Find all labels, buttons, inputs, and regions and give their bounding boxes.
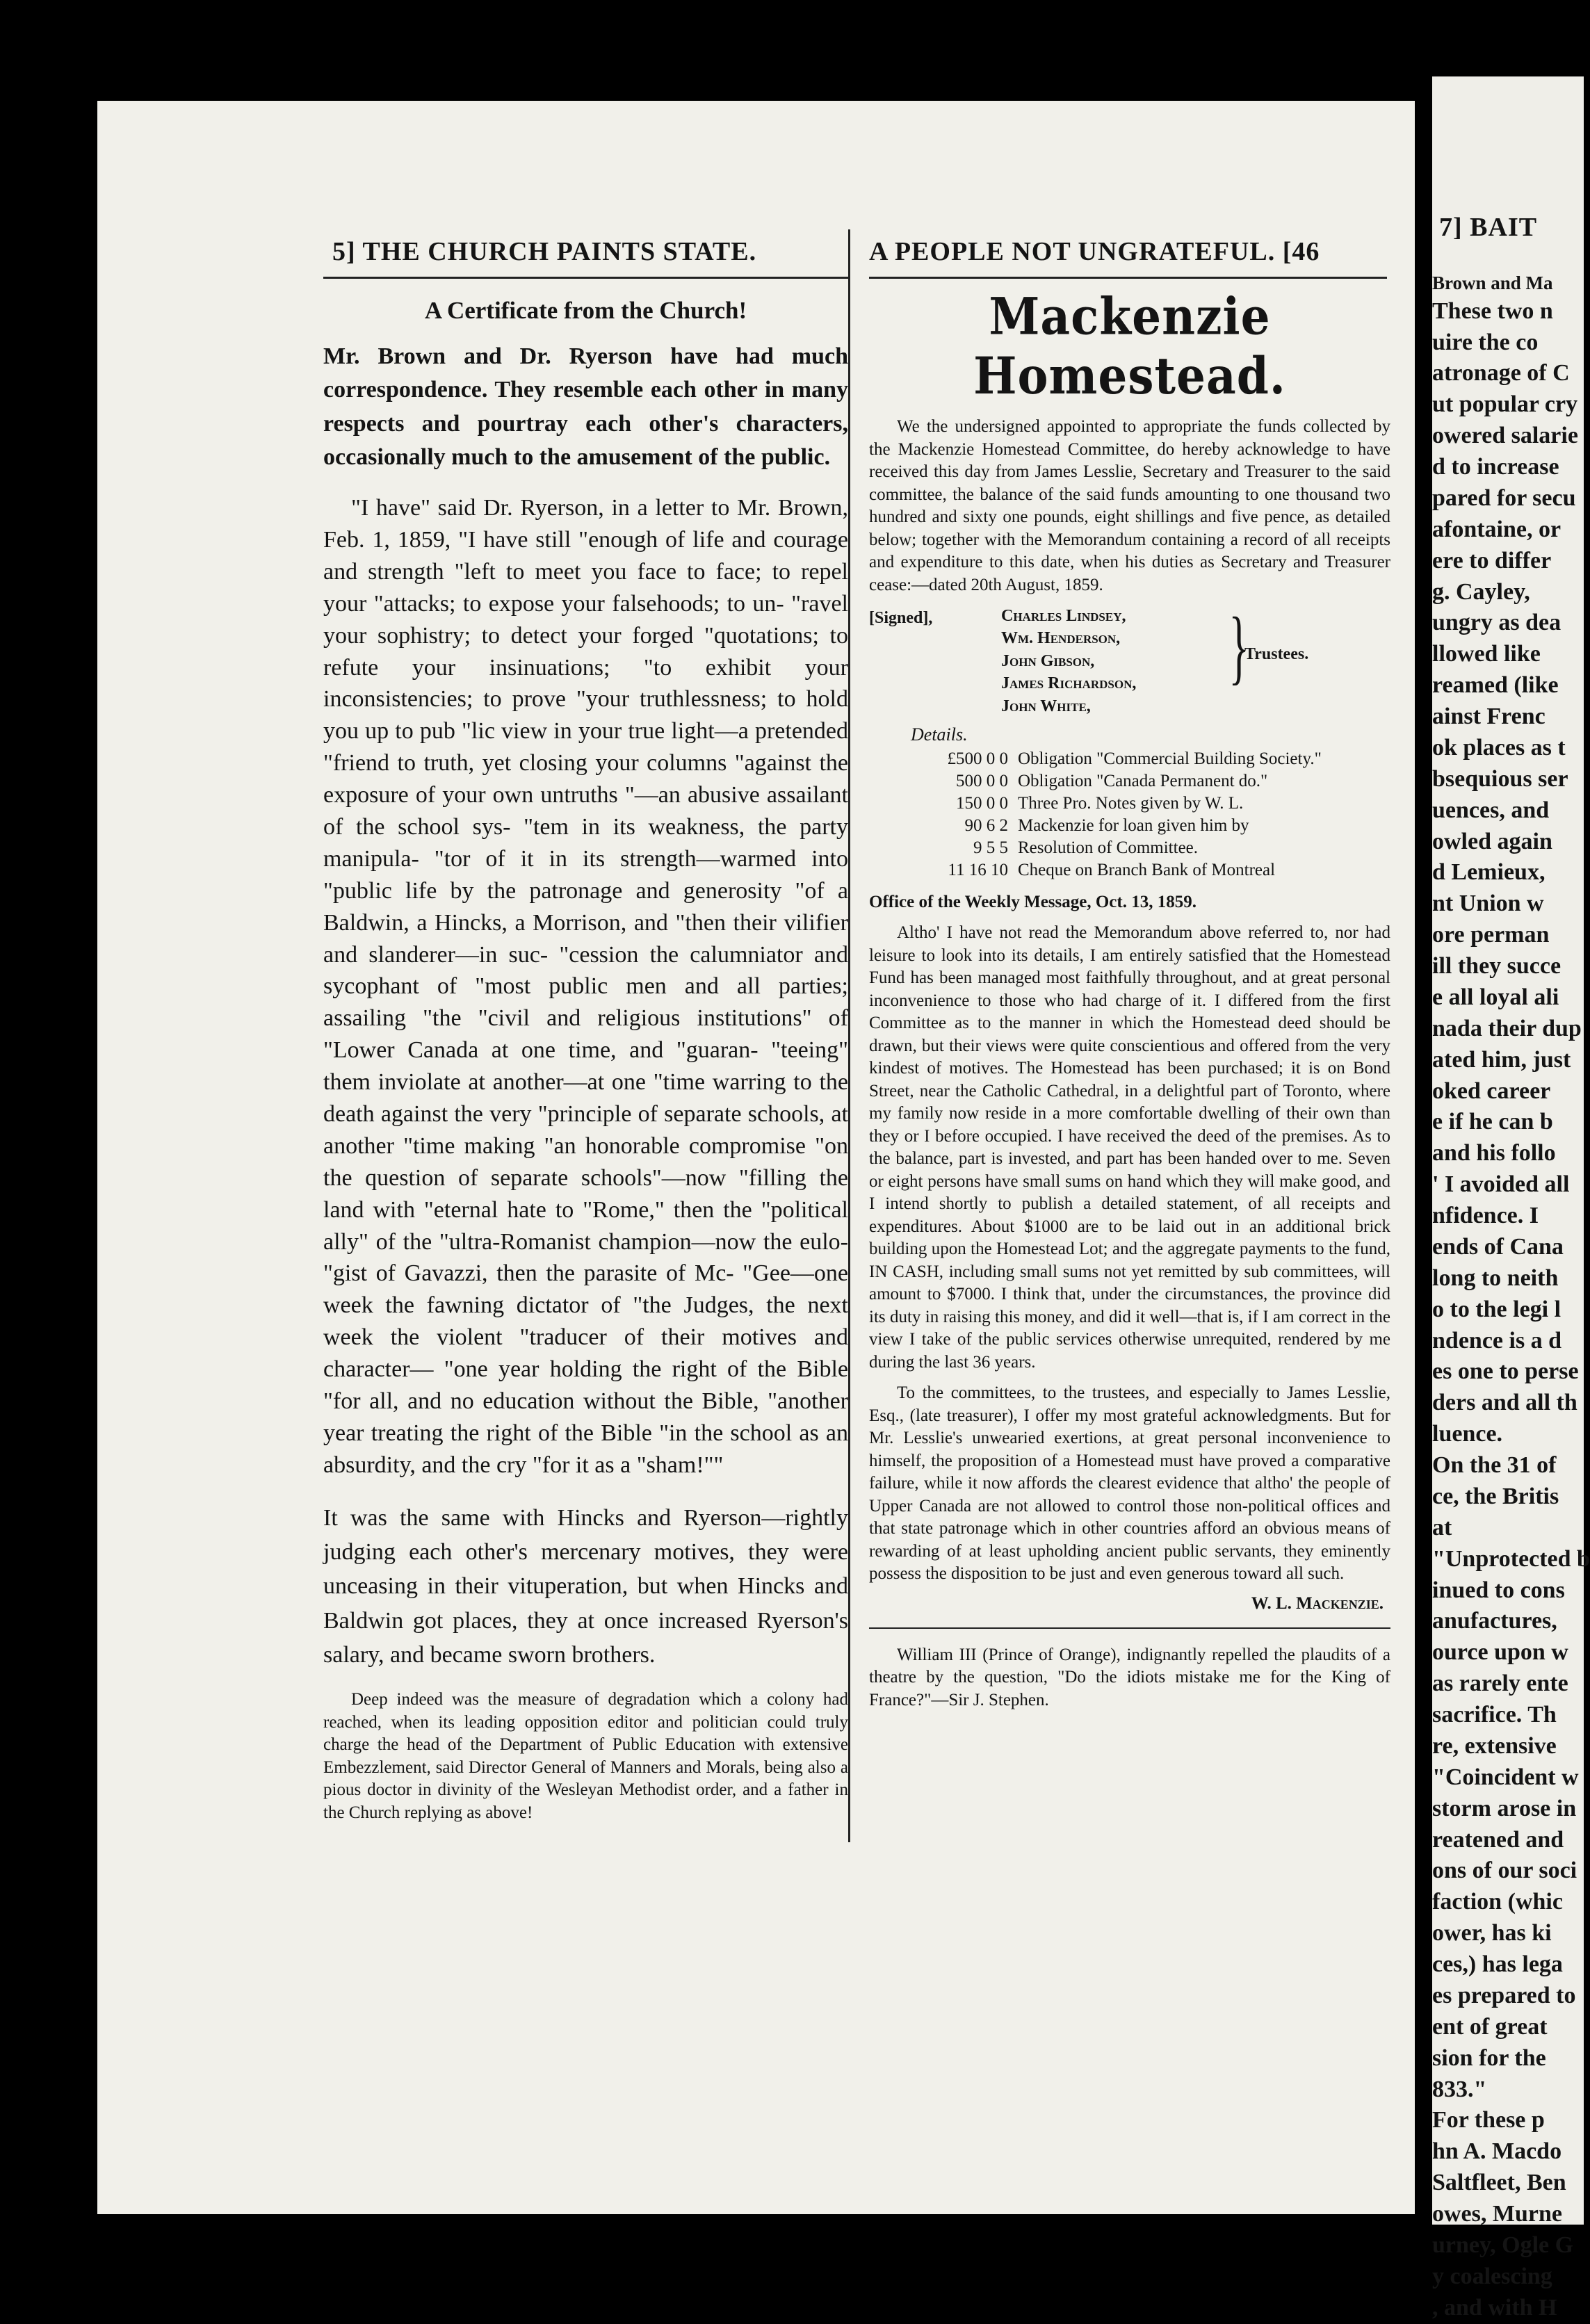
next-page-line: g. Cayley, <box>1432 578 1530 605</box>
next-page-line: ower, has ki <box>1432 1920 1552 1947</box>
next-page-line: o to the legi l <box>1432 1296 1561 1322</box>
next-page-line: faction (whic <box>1432 1889 1563 1915</box>
details-description: Mackenzie for loan given him by <box>1018 815 1249 835</box>
next-page-line: For these p <box>1432 2107 1545 2134</box>
next-page-line: ere to differ <box>1432 547 1552 574</box>
next-page-line: inued to cons <box>1432 1577 1565 1603</box>
next-page-line: ent of great <box>1432 2013 1548 2040</box>
next-page-line: ainst Frenc <box>1432 704 1546 729</box>
thanks-paragraph: To the committees, to the trustees, and especially to James Lesslie, Esq., (late treasurer), I offer my most grateful acknowledgments. But for Mr. Lesslie's unwearied exertions, at great personal inconvenience to himself, the proposition of a Homestead must have proved a comparative failure, while it now affords the clearest evidence that altho' the people of Upper Canada are not allowed to control those non-political offices and that state patronage which in other countries afford an obvious means of rewarding of at least upholding ancient public servants, they eminently possess the disposition to be just and even generous toward all such. <box>869 1383 1390 1584</box>
details-amount: 150 0 0 <box>956 793 1008 813</box>
next-page-line: es one to perse <box>1432 1358 1579 1385</box>
details-amount: 90 6 2 <box>964 815 1008 835</box>
receipt-paragraph: We the undersigned appointed to appropriate the funds collected by the Mackenzie Homestead Committee, do hereby acknowledge to have received this day from James Lesslie, Secretary and Treasurer to the said committee, the balance of the said funds amounting to one thousand two hundred and sixty one pounds, eight shillings and five pence, as detailed below; together with the Memorandum containing a record of all receipts and expenditure to this date, when his duties as Secretary and Treasurer cease:—dated 20th August, 1859. <box>869 417 1390 594</box>
ryerson-quote: "I have" said Dr. Ryerson, in a letter to Mr. Brown, Feb. 1, 1859, "I have still "enough of life and courage and strength "left to meet you face to face; to repel your "attacks; to expose your falsehoods; to un- "ravel your sophistry; to detect your forged "quotations; to refute your insinuations; "to exhibit your inconsistencies; to prove "your truthlessness; to hold you up to pub "lic view in your true light—a pretended "friend to truth, yet closing your columns "against the exposure of your own untruths "—an abusive assailant of the school sys- "tem in its weakness, the party manipula- "tor of it in its strength—warmed into "public life by the patronage and generosity "of a Baldwin, a Hincks, a Morrison, and "then their vilifier and slanderer—in suc- "cession the calumniator and sycophant of "most public men and all parties; assailing "the "civil and religious institutions" of "Lower Canada at one time, and "guaran- "teeing" them inviolate at another—at one "time warring to the death against the very "principle of separate schools, at another "time making "an honorable compromise "on the question of separate schools"—now "filling the land with "eternal hate to "Rome," then the "political ally" of the "ultra-Romanist champion—now the eulo- "gist of Gavazzi, then the parasite of Mc- "Gee—one week the fawning dictator of "the Judges, the next week the violent "traducer of their motives and character— "one year holding the right of the Bible "for all, and no education without the Bible, "another year treating the right of the Bible "in the school as an absurdity, and the cry "for it as a "sham!"" <box>323 495 848 1478</box>
next-page-line: at <box>1432 1514 1452 1541</box>
next-page-line: "Unprotected b <box>1432 1545 1590 1572</box>
details-table <box>869 748 1390 881</box>
next-page-line: These two n <box>1432 298 1553 324</box>
trustee-name: John Gibson, <box>1001 651 1095 670</box>
mackenzie-letter: Altho' I have not read the Memorandum above referred to, nor had leisure to look into its details, I am entirely satisfied that the Homestead Fund has been managed most faithfully throughout, and at great personal inconvenience to those who had charge of it. I differed from the first Committee as to the manner in which the Homestead deed should be drawn, but their views were quite conscientious and offered from the very kindest of motives. The Homestead has been purchased; it is on Bond Street, near the Catholic Cathedral, in a delightful part of Toronto, where my family now reside in a more comfortable dwelling of their own than they or I before occupied. I have received the deed of the premises. As to the balance, part is invested, and part has been handed over to me. Seven or eight persons have small sums on hand which they will make good, and I intend shortly to publish a detailed statement, of all receipts and expenditures. About $1000 are to be laid out in an additional brick building upon the Homestead Lot; and the aggregate payments to the fund, IN CASH, including small sums not yet remitted by sub committees, will amount to $7000. I think that, under the circumstances, the province did its duty in raising this money, and did it well—that is, if I am correct in the view I take of the public services otherwise unrequited, rendered by me during the last 36 years. <box>869 923 1390 1372</box>
next-page-line: ok places as t <box>1432 734 1566 761</box>
details-row <box>869 748 1390 770</box>
next-page-line: and his follo <box>1432 1140 1556 1167</box>
office-line: Office of the Weekly Message, Oct. 13, 1859. <box>869 892 1196 911</box>
details-description: Cheque on Branch Bank of Montreal <box>1018 860 1276 879</box>
next-page-line: ons of our soci <box>1432 1858 1577 1884</box>
next-page-line: bsequious ser <box>1432 765 1568 792</box>
next-page-line: ut popular cry <box>1432 391 1578 418</box>
right-page-header: A PEOPLE NOT UNGRATEFUL. [46 <box>869 237 1320 266</box>
trustee-name: Wm. Henderson, <box>1001 629 1121 648</box>
trustee-names <box>1001 605 1224 717</box>
details-amount: 500 0 0 <box>956 771 1008 790</box>
certificate-heading: A Certificate from the Church! <box>424 297 747 324</box>
next-page-line: ungry as dea <box>1432 610 1561 636</box>
details-description: Obligation "Canada Permanent do." <box>1018 771 1268 790</box>
trustee-name: James Richardson, <box>1001 674 1137 693</box>
column-divider <box>848 229 850 1842</box>
next-page-line: "Coincident w <box>1432 1764 1579 1790</box>
next-page-line: , and with H <box>1432 2294 1557 2321</box>
left-page-header: 5] THE CHURCH PAINTS STATE. <box>332 237 757 266</box>
next-page-line: pared for secu <box>1432 485 1576 511</box>
left-header-rule <box>323 277 848 279</box>
next-page-line: llowed like <box>1432 641 1541 667</box>
next-page-line: urney, Ogle G <box>1432 2232 1574 2258</box>
next-page-line: ill they succe <box>1432 953 1561 979</box>
next-page-line: e if he can b <box>1432 1109 1553 1135</box>
homestead-title: Mackenzie Homestead. <box>973 286 1286 406</box>
next-page-line: ce, the Britis <box>1432 1483 1559 1509</box>
ornamental-rule <box>869 1627 1390 1629</box>
details-row <box>869 859 1390 881</box>
next-page-line: 833." <box>1432 2076 1487 2102</box>
next-page-line: ces,) has lega <box>1432 1951 1563 1977</box>
next-page-line: ore perman <box>1432 922 1550 948</box>
next-page-line: es prepared to <box>1432 1982 1576 2008</box>
details-row <box>869 793 1390 815</box>
right-column <box>869 278 1390 2086</box>
next-page-line: nada their dup <box>1432 1015 1582 1041</box>
next-page-line: ders and all th <box>1432 1390 1577 1416</box>
next-page-line: sion for the <box>1432 2045 1546 2071</box>
details-description: Obligation "Commercial Building Society." <box>1018 749 1322 768</box>
next-page-header: 7] BAIT <box>1439 213 1538 242</box>
trustees-label: Trustees. <box>1244 645 1309 663</box>
next-page-line: hn A. Macdo <box>1432 2138 1562 2165</box>
next-page-line: sacrifice. Th <box>1432 1702 1557 1728</box>
next-page-line: uire the co <box>1432 329 1539 355</box>
next-page-line: long to neith <box>1432 1265 1559 1291</box>
next-page-line: y coalescing <box>1432 2263 1552 2289</box>
mackenzie-signature: W. L. Mackenzie. <box>1251 1593 1384 1613</box>
next-page-line: Saltfleet, Ben <box>1432 2170 1566 2196</box>
next-page-column <box>1432 271 1590 2321</box>
next-page-line: reatened and <box>1432 1826 1564 1853</box>
next-page-lines <box>1432 271 1590 2324</box>
next-page-line: atronage of C <box>1432 360 1570 387</box>
next-page-line: afontaine, or <box>1432 516 1561 542</box>
intro-paragraph: Mr. Brown and Dr. Ryerson have had much correspondence. They resemble each other in many respects and pourtray each other's characters, occasionally much to the amusement of the public. <box>323 343 848 470</box>
next-page-line: d Lemieux, <box>1432 859 1546 886</box>
details-description: Resolution of Committee. <box>1018 838 1199 857</box>
signed-block <box>869 600 1390 717</box>
next-page-line: Brown and Ma <box>1432 273 1553 293</box>
next-page-line: owled again <box>1432 828 1552 854</box>
details-amount: 11 16 10 <box>948 860 1008 879</box>
details-row <box>869 837 1390 859</box>
brace-glyph: } <box>1228 600 1249 692</box>
next-page-line: nfidence. I <box>1432 1203 1539 1228</box>
next-page-line: On the 31 of <box>1432 1452 1557 1478</box>
next-page-line: owes, Murne <box>1432 2201 1562 2227</box>
next-page-line: d to increase <box>1432 454 1559 480</box>
next-page-line: ource upon w <box>1432 1639 1568 1666</box>
signed-label: [Signed], <box>869 609 933 627</box>
details-amount: 9 5 5 <box>973 838 1008 857</box>
next-page-line: ' I avoided all <box>1432 1171 1570 1198</box>
left-column <box>323 289 848 2096</box>
next-page-line: as rarely ente <box>1432 1671 1568 1697</box>
next-page-line: uences, and <box>1432 797 1550 823</box>
details-description: Three Pro. Notes given by W. L. <box>1018 793 1244 813</box>
next-page-line: ends of Cana <box>1432 1233 1564 1260</box>
details-row <box>869 770 1390 793</box>
next-page-line: anufactures, <box>1432 1608 1557 1634</box>
hincks-ryerson-paragraph: It was the same with Hincks and Ryerson—rightly judging each other's mercenary motives, they were unceasing in their vituperation, but when Hincks and Baldwin got places, they at once increased Ryerson's salary, and became sworn brothers. <box>323 1504 848 1668</box>
next-page-line: ndence is a d <box>1432 1327 1562 1354</box>
next-page-line: oked career <box>1432 1078 1551 1104</box>
next-page-line: re, extensive <box>1432 1732 1557 1759</box>
next-page-line: luence. <box>1432 1421 1503 1447</box>
trustee-name: Charles Lindsey, <box>1001 607 1126 625</box>
next-page-line: e all loyal ali <box>1432 984 1559 1010</box>
details-amount: £500 0 0 <box>947 749 1008 768</box>
degradation-footnote: Deep indeed was the measure of degradation which a colony had reached, when its leading opposition editor and politician could truly charge the head of the Department of Public Education with extensive Embezzlement, said Director General of Manners and Morals, being also a pious doctor in divinity of the Wesleyan Methodist order, and a father in the Church replying as above! <box>323 1690 848 1822</box>
next-page-line: ated him, just <box>1432 1046 1571 1073</box>
trustee-name: John White, <box>1001 697 1091 715</box>
next-page-line: owered salarie <box>1432 423 1578 449</box>
details-row <box>869 815 1390 837</box>
details-label: Details. <box>911 724 968 745</box>
next-page-line: reamed (like <box>1432 672 1559 699</box>
next-page-line: nt Union w <box>1432 891 1544 917</box>
next-page-line: storm arose in <box>1432 1795 1577 1821</box>
william-anecdote: William III (Prince of Orange), indignantly repelled the plaudits of a theatre by the question, "Do the idiots mistake me for the King of France?"—Sir J. Stephen. <box>869 1645 1390 1709</box>
